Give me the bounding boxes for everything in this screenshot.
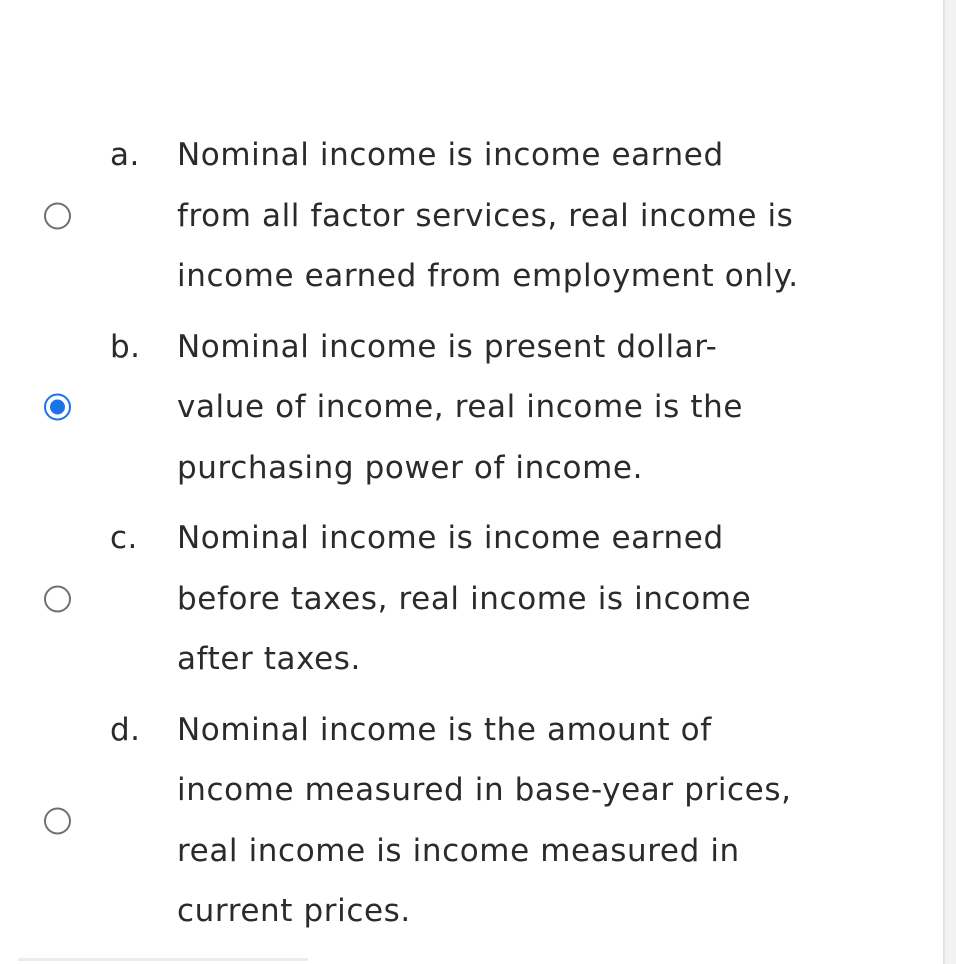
radio-button-c[interactable] bbox=[44, 585, 71, 612]
radio-button-b-selected[interactable] bbox=[44, 394, 71, 421]
option-text: Nominal income is income earned from all factor services, real income is income earned from employment only. bbox=[177, 137, 799, 294]
option-letter: c. bbox=[110, 520, 138, 556]
option-a[interactable] bbox=[0, 125, 943, 317]
divider bbox=[18, 958, 308, 961]
option-b[interactable] bbox=[0, 317, 943, 509]
radio-button-a[interactable] bbox=[44, 202, 71, 229]
option-d[interactable] bbox=[0, 700, 943, 952]
option-text: Nominal income is present dollar- value of income, real income is the purchasing power of income. bbox=[177, 328, 743, 486]
scrollbar[interactable] bbox=[943, 0, 956, 964]
option-c[interactable] bbox=[0, 508, 943, 700]
option-letter: b. bbox=[110, 328, 141, 365]
answer-options bbox=[0, 125, 943, 952]
option-text: Nominal income is the amount of income measured in base-year prices, real income is income measured in current prices. bbox=[177, 711, 792, 929]
option-text: Nominal income is income earned before taxes, real income is income after taxes. bbox=[177, 520, 752, 677]
radio-button-d[interactable] bbox=[44, 807, 71, 834]
option-letter: a. bbox=[110, 137, 140, 173]
option-letter: d. bbox=[110, 711, 141, 748]
